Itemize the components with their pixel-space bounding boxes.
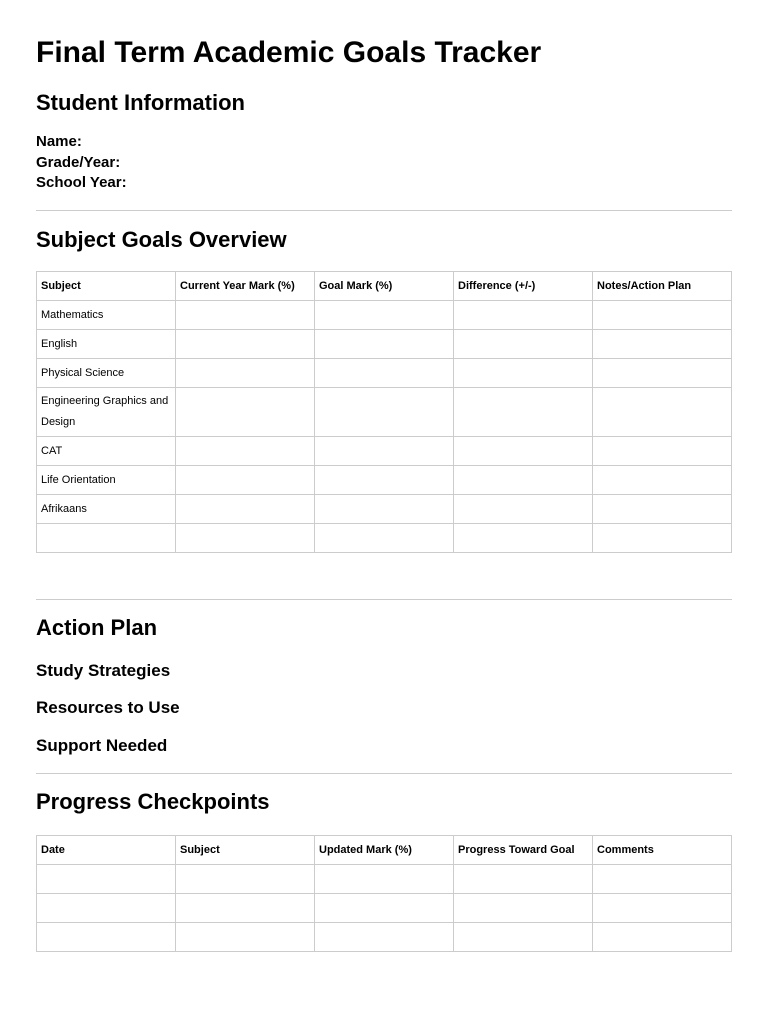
comments-cell[interactable]	[593, 923, 732, 952]
goal-mark-cell[interactable]	[315, 301, 454, 330]
table-row	[37, 923, 732, 952]
current-mark-cell[interactable]	[176, 495, 315, 524]
table-row	[37, 524, 732, 553]
table-header-row	[37, 836, 732, 865]
student-information-heading: Student Information	[36, 90, 245, 115]
table-row	[37, 865, 732, 894]
date-cell[interactable]	[37, 865, 176, 894]
goal-mark-cell[interactable]	[315, 330, 454, 359]
subject-goals-table	[36, 271, 732, 553]
notes-cell[interactable]	[593, 495, 732, 524]
progress-checkpoints-table	[36, 835, 732, 952]
difference-cell[interactable]	[454, 524, 593, 553]
column-header-updated-mark: Updated Mark (%)	[315, 836, 454, 865]
goal-mark-cell[interactable]	[315, 466, 454, 495]
current-mark-cell[interactable]	[176, 524, 315, 553]
table-row	[37, 437, 732, 466]
subject-cell: CAT	[37, 437, 176, 466]
notes-cell[interactable]	[593, 437, 732, 466]
column-header-date: Date	[37, 836, 176, 865]
difference-cell[interactable]	[454, 437, 593, 466]
current-mark-cell[interactable]	[176, 330, 315, 359]
table-row	[37, 388, 732, 437]
column-header-goal-mark: Goal Mark (%)	[315, 272, 454, 301]
table-row	[37, 466, 732, 495]
subject-goals-heading: Subject Goals Overview	[36, 227, 287, 252]
column-header-difference: Difference (+/-)	[454, 272, 593, 301]
section-divider	[36, 773, 732, 774]
table-row	[37, 330, 732, 359]
notes-cell[interactable]	[593, 359, 732, 388]
date-cell[interactable]	[37, 894, 176, 923]
subject-cell: Physical Science	[37, 359, 176, 388]
progress-cell[interactable]	[454, 923, 593, 952]
current-mark-cell[interactable]	[176, 437, 315, 466]
date-cell[interactable]	[37, 923, 176, 952]
updated-mark-cell[interactable]	[315, 865, 454, 894]
difference-cell[interactable]	[454, 330, 593, 359]
progress-cell[interactable]	[454, 865, 593, 894]
notes-cell[interactable]	[593, 301, 732, 330]
subject-cell: Afrikaans	[37, 495, 176, 524]
subject-cell[interactable]	[176, 865, 315, 894]
column-header-subject: Subject	[37, 272, 176, 301]
column-header-comments: Comments	[593, 836, 732, 865]
current-mark-cell[interactable]	[176, 301, 315, 330]
difference-cell[interactable]	[454, 466, 593, 495]
goal-mark-cell[interactable]	[315, 388, 454, 437]
comments-cell[interactable]	[593, 894, 732, 923]
updated-mark-cell[interactable]	[315, 923, 454, 952]
comments-cell[interactable]	[593, 865, 732, 894]
subject-cell: English	[37, 330, 176, 359]
goal-mark-cell[interactable]	[315, 524, 454, 553]
current-mark-cell[interactable]	[176, 388, 315, 437]
updated-mark-cell[interactable]	[315, 894, 454, 923]
column-header-progress-toward-goal: Progress Toward Goal	[454, 836, 593, 865]
page-title: Final Term Academic Goals Tracker	[36, 36, 542, 69]
action-plan-heading: Action Plan	[36, 615, 158, 640]
table-row	[37, 359, 732, 388]
support-needed-heading: Support Needed	[36, 736, 168, 755]
goal-mark-cell[interactable]	[315, 359, 454, 388]
difference-cell[interactable]	[454, 359, 593, 388]
notes-cell[interactable]	[593, 330, 732, 359]
goal-mark-cell[interactable]	[315, 495, 454, 524]
subject-cell: Mathematics	[37, 301, 176, 330]
current-mark-cell[interactable]	[176, 359, 315, 388]
school-year-field-label: School Year:	[36, 174, 127, 191]
subject-cell[interactable]	[176, 894, 315, 923]
table-header-row	[37, 272, 732, 301]
progress-cell[interactable]	[454, 894, 593, 923]
notes-cell[interactable]	[593, 466, 732, 495]
difference-cell[interactable]	[454, 388, 593, 437]
name-field-label: Name:	[36, 133, 82, 150]
section-divider	[36, 599, 732, 600]
column-header-current-mark: Current Year Mark (%)	[176, 272, 315, 301]
subject-cell: Engineering Graphics and Design	[37, 388, 176, 437]
column-header-subject: Subject	[176, 836, 315, 865]
subject-cell: Life Orientation	[37, 466, 176, 495]
progress-checkpoints-heading: Progress Checkpoints	[36, 789, 270, 814]
notes-cell[interactable]	[593, 524, 732, 553]
difference-cell[interactable]	[454, 495, 593, 524]
resources-to-use-heading: Resources to Use	[36, 698, 180, 717]
goal-mark-cell[interactable]	[315, 437, 454, 466]
table-row	[37, 894, 732, 923]
section-divider	[36, 210, 732, 211]
study-strategies-heading: Study Strategies	[36, 661, 171, 680]
difference-cell[interactable]	[454, 301, 593, 330]
table-row	[37, 301, 732, 330]
column-header-notes: Notes/Action Plan	[593, 272, 732, 301]
current-mark-cell[interactable]	[176, 466, 315, 495]
table-row	[37, 495, 732, 524]
subject-cell[interactable]	[176, 923, 315, 952]
notes-cell[interactable]	[593, 388, 732, 437]
grade-year-field-label: Grade/Year:	[36, 154, 121, 171]
subject-cell[interactable]	[37, 524, 176, 553]
